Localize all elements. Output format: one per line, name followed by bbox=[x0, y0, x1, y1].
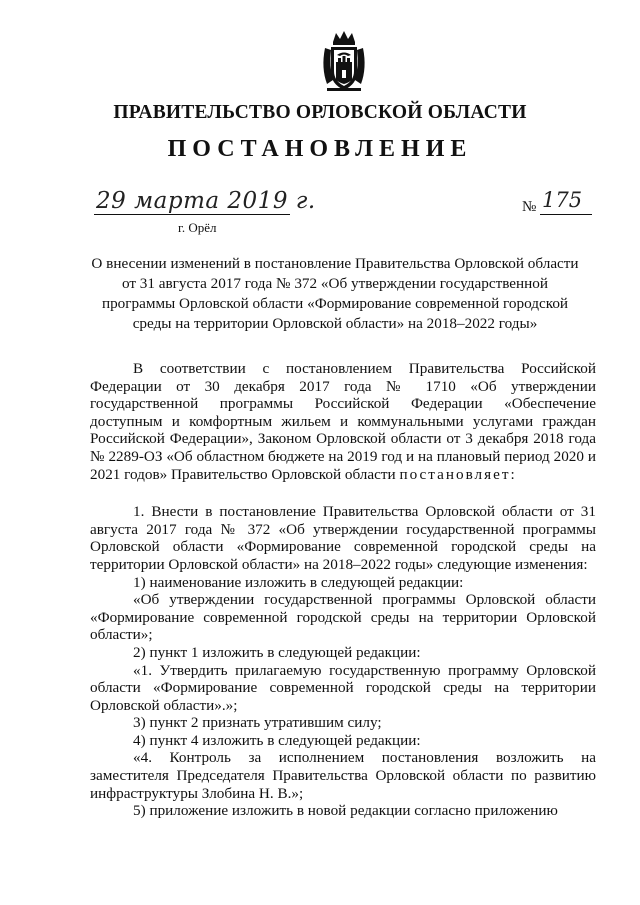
handwritten-number: 175 bbox=[542, 188, 583, 212]
coat-of-arms-icon bbox=[319, 28, 369, 94]
preamble-paragraph bbox=[90, 360, 596, 483]
document-type-title: ПОСТАНОВЛЕНИЕ bbox=[167, 136, 473, 162]
city-label: г. Орёл bbox=[178, 220, 217, 235]
subitem-5-paragraph: 5) приложение изложить в новой редакции согласно приложению bbox=[133, 802, 558, 820]
subitem-2-paragraph: 2) пункт 1 изложить в следующей редакции: bbox=[133, 643, 421, 661]
document-body bbox=[90, 360, 596, 820]
preamble-resolves: постановляет: bbox=[399, 465, 517, 483]
date-underline bbox=[94, 214, 290, 215]
subject-line: программы Орловской области «Формирование современной городской bbox=[101, 295, 569, 312]
subitem-1-paragraph: 1) наименование изложить в следующей редакции: bbox=[133, 573, 464, 591]
number-underline bbox=[540, 214, 592, 215]
subitem-4-paragraph: 4) пункт 4 изложить в следующей редакции: bbox=[133, 731, 421, 749]
subject-line: среды на территории Орловской области» на 2018–2022 годы» bbox=[132, 315, 538, 332]
handwritten-date: 29 марта 2019 г. bbox=[96, 188, 316, 214]
subitem-1-text: «Об утверждении государственной программы Орловской области «Формирование современной городской среды на территории Орловской области»; bbox=[90, 591, 596, 644]
document-subject bbox=[70, 254, 600, 334]
item-1-paragraph: 1. Внести в постановление Правительства Орловской области от 31 августа 2017 года № 372 «Об утверждении государственной программы Орловской области «Формирование современной городской среды на территории Орловской области» на 2018–2022 годы» следующие изменения: bbox=[90, 503, 596, 573]
number-label: № bbox=[522, 199, 537, 215]
subject-line: от 31 августа 2017 года № 372 «Об утверждении государственной bbox=[121, 275, 549, 292]
government-title: ПРАВИТЕЛЬСТВО ОРЛОВСКОЙ ОБЛАСТИ bbox=[113, 102, 527, 123]
subitem-4-text: «4. Контроль за исполнением постановления возложить на заместителя Председателя Правительства Орловской области по развитию инфраструктуры Злобина Н. В.»; bbox=[90, 749, 596, 802]
preamble-text: В соответствии с постановлением Правительства Российской Федерации от 30 декабря 2017 года № 1710 «Об утверждении государственной программы Российской Федерации «Обеспечение доступным и комфортным жильем и коммунальными услугами граждан Российской Федерации», Законом Орловской области от 3 декабря 2018 года № 2289-ОЗ «Об областном бюджете на 2019 год и на плановый период 2020 и 2021 годов» Правительство Орловской области bbox=[90, 360, 596, 483]
subject-line: О внесении изменений в постановление Правительства Орловской области bbox=[91, 255, 579, 272]
subitem-3-paragraph: 3) пункт 2 признать утратившим силу; bbox=[133, 714, 382, 732]
subitem-2-text: «1. Утвердить прилагаемую государственную программу Орловской области «Формирование современной городской среды на территории Орловской области».»; bbox=[90, 661, 596, 714]
